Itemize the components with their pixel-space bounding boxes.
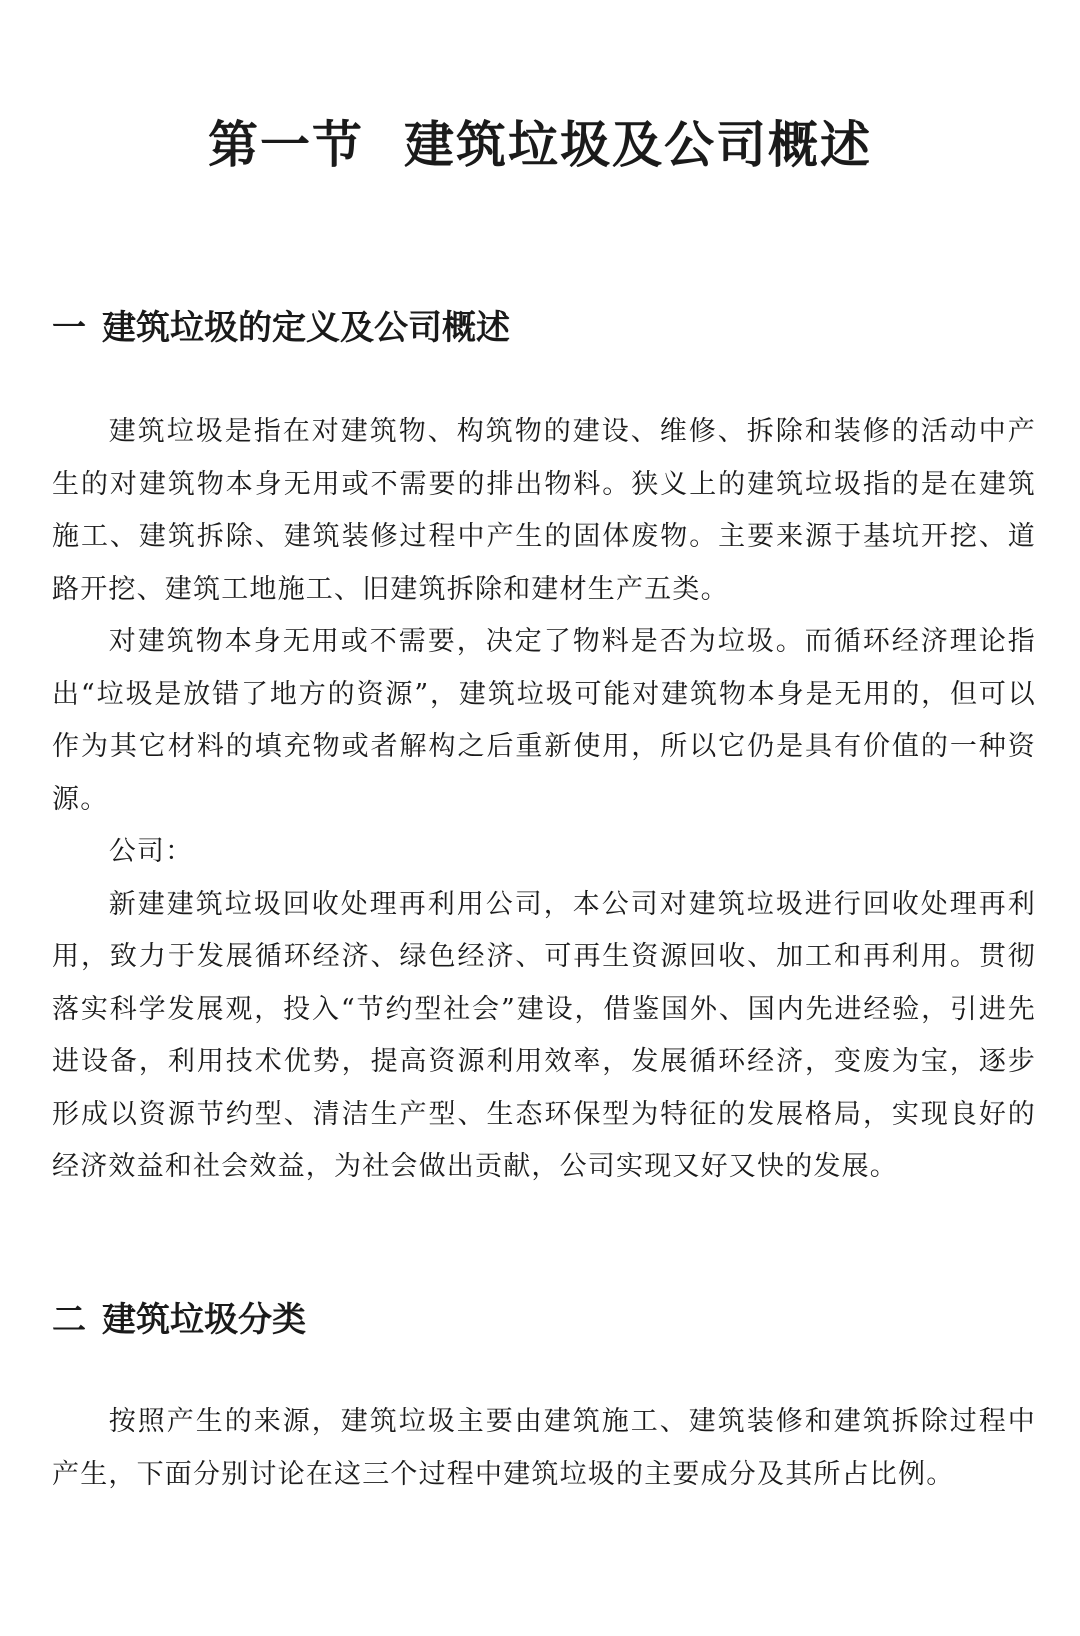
section-heading-1	[52, 306, 510, 350]
section-heading-2	[52, 1298, 306, 1342]
chapter-title-text: 建筑垃圾及公司概述	[404, 116, 872, 174]
paragraph: 建筑垃圾是指在对建筑物、构筑物的建设、维修、拆除和装修的活动中产生的对建筑物本身无用或不需要的排出物料。狭义上的建筑垃圾指的是在建筑施工、建筑拆除、建筑装修过程中产生的固体废物。主要来源于基坑开挖、道路开挖、建筑工地施工、旧建筑拆除和建材生产五类。	[52, 416, 1036, 605]
section-title: 建筑垃圾分类	[102, 1300, 306, 1340]
paragraph: 对建筑物本身无用或不需要，决定了物料是否为垃圾。而循环经济理论指出“垃圾是放错了地方的资源”，建筑垃圾可能对建筑物本身是无用的，但可以作为其它材料的填充物或者解构之后重新使用，所以它仍是具有价值的一种资源。	[52, 626, 1036, 815]
chapter-title	[0, 112, 1080, 178]
section-number: 一	[52, 308, 86, 348]
paragraph: 公司：	[108, 836, 194, 867]
section-number: 二	[52, 1300, 86, 1340]
paragraph: 新建建筑垃圾回收处理再利用公司，本公司对建筑垃圾进行回收处理再利用，致力于发展循环经济、绿色经济、可再生资源回收、加工和再利用。贯彻落实科学发展观，投入“节约型社会”建设，借鉴国外、国内先进经验，引进先进设备，利用技术优势，提高资源利用效率，发展循环经济，变废为宝，逐步形成以资源节约型、清洁生产型、生态环保型为特征的发展格局，实现良好的经济效益和社会效益，为社会做出贡献，公司实现又好又快的发展。	[52, 888, 1036, 1182]
chapter-label: 第一节	[208, 116, 364, 174]
section-title: 建筑垃圾的定义及公司概述	[102, 308, 510, 348]
section-1-body	[52, 406, 1036, 1194]
section-2-body	[52, 1396, 1036, 1501]
paragraph: 按照产生的来源，建筑垃圾主要由建筑施工、建筑装修和建筑拆除过程中产生，下面分别讨论在这三个过程中建筑垃圾的主要成分及其所占比例。	[52, 1406, 1036, 1490]
